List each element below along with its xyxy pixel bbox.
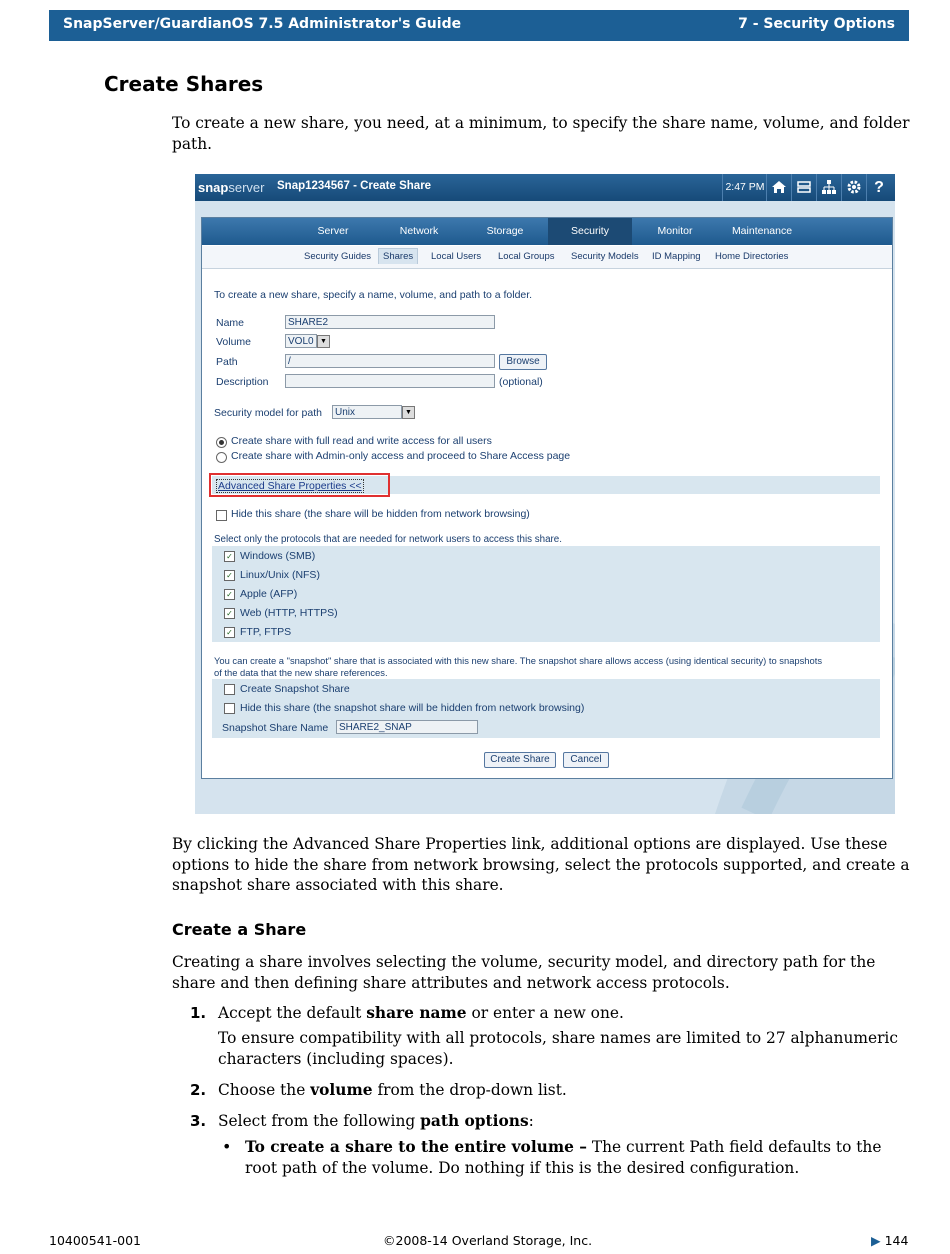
main-nav	[202, 218, 892, 245]
tab-security[interactable]: Security	[548, 218, 632, 245]
nfs-checkbox[interactable]: ✓	[224, 570, 235, 581]
form-instruction: To create a new share, specify a name, volume, and path to a folder.	[214, 289, 533, 301]
header-chapter: 7 - Security Options	[738, 16, 895, 32]
chevron-down-icon[interactable]: ▼	[317, 335, 330, 348]
description-label: Description	[216, 376, 269, 388]
tab-monitor[interactable]: Monitor	[657, 225, 693, 237]
snapserver-logo: snapserver	[198, 180, 265, 195]
clock: 2:47 PM	[722, 174, 767, 201]
radio-full-access[interactable]	[216, 437, 227, 448]
snapshot-intro-line1: You can create a "snapshot" share that is associated with this new share. The snapshot share allows access (using identical security) to snapshots	[214, 655, 823, 666]
description-field[interactable]	[285, 374, 495, 388]
security-model-select[interactable]: Unix	[332, 405, 402, 419]
header-guide-title: SnapServer/GuardianOS 7.5 Administrator's Guide	[63, 16, 462, 32]
snapshot-name-field[interactable]: SHARE2_SNAP	[336, 720, 478, 734]
afp-label: Apple (AFP)	[240, 588, 298, 600]
footer-copyright: ©2008-14 Overland Storage, Inc.	[383, 1233, 593, 1248]
subtab-shares[interactable]: Shares	[378, 248, 418, 264]
tab-network[interactable]: Network	[399, 225, 439, 237]
create-snapshot-label: Create Snapshot Share	[240, 683, 350, 695]
after-screenshot-paragraph: By clicking the Advanced Share Properties link, additional options are displayed. Use these options to hide the share from network browsing, select the protocols supported, and create a snapshot share associated with this share.	[172, 835, 910, 894]
tab-storage[interactable]: Storage	[486, 225, 524, 237]
footer-doc-number: 10400541-001	[49, 1233, 141, 1248]
subtab-local-groups[interactable]: Local Groups	[498, 251, 555, 262]
network-icon[interactable]	[816, 174, 841, 201]
ftp-label: FTP, FTPS	[240, 626, 292, 638]
hide-snapshot-checkbox[interactable]	[224, 703, 235, 714]
create-share-screenshot	[195, 174, 895, 814]
path-label: Path	[216, 356, 238, 368]
step-3: Select from the following path options:	[218, 1112, 534, 1130]
chevron-down-icon[interactable]: ▼	[402, 406, 415, 419]
page-header	[49, 10, 909, 41]
step-1-note: To ensure compatibility with all protocols, share names are limited to 27 alphanumeric characters (including spaces).	[218, 1029, 898, 1068]
name-field[interactable]: SHARE2	[285, 315, 495, 329]
window-title: Snap1234567 - Create Share	[277, 180, 432, 192]
subsection-intro: Creating a share involves selecting the volume, security model, and directory path for the share and then defining share attributes and network access protocols.	[172, 953, 876, 992]
snapshot-name-label: Snapshot Share Name	[222, 722, 329, 734]
volume-label: Volume	[216, 336, 252, 348]
hide-share-checkbox[interactable]	[216, 510, 227, 521]
create-share-button[interactable]: Create Share	[484, 752, 556, 768]
section-title: Create Shares	[104, 72, 264, 96]
hide-snapshot-label: Hide this share (the snapshot share will be hidden from network browsing)	[240, 702, 585, 714]
smb-checkbox[interactable]: ✓	[224, 551, 235, 562]
tab-maintenance[interactable]: Maintenance	[731, 225, 793, 237]
protocols-intro: Select only the protocols that are needed for network users to access this share.	[214, 534, 562, 545]
path-option-bullet: To create a share to the entire volume – The current Path field defaults to the root path of the volume. Do nothing if this is the desired configuration.	[245, 1138, 882, 1177]
cancel-button[interactable]: Cancel	[563, 752, 609, 768]
step-2: Choose the volume from the drop-down list.	[218, 1081, 567, 1099]
ftp-checkbox[interactable]: ✓	[224, 627, 235, 638]
step-1: Accept the default share name or enter a new one.	[218, 1004, 624, 1022]
create-snapshot-checkbox[interactable]	[224, 684, 235, 695]
optional-hint: (optional)	[499, 376, 543, 388]
http-checkbox[interactable]: ✓	[224, 608, 235, 619]
step-number: 1.	[190, 1004, 207, 1022]
tab-server[interactable]: Server	[317, 225, 349, 237]
http-label: Web (HTTP, HTTPS)	[240, 607, 338, 619]
radio-full-access-label: Create share with full read and write access for all users	[231, 435, 492, 447]
radio-admin-only[interactable]	[216, 452, 227, 463]
sub-nav	[202, 246, 892, 269]
subtab-security-guides[interactable]: Security Guides	[304, 251, 372, 262]
subtab-home-directories[interactable]: Home Directories	[715, 251, 789, 262]
intro-paragraph: To create a new share, you need, at a minimum, to specify the share name, volume, and folder path.	[172, 114, 910, 153]
step-number: 3.	[190, 1112, 207, 1130]
subtab-local-users[interactable]: Local Users	[431, 251, 482, 262]
gear-icon[interactable]	[841, 174, 866, 201]
nfs-label: Linux/Unix (NFS)	[240, 569, 320, 581]
browse-button[interactable]: Browse	[499, 354, 547, 370]
help-icon[interactable]: ?	[866, 174, 891, 201]
subsection-title: Create a Share	[172, 920, 307, 939]
subtab-security-models[interactable]: Security Models	[571, 251, 639, 262]
footer-page: ▶ 144	[871, 1233, 909, 1248]
path-field[interactable]: /	[285, 354, 495, 368]
app-topbar	[195, 174, 895, 201]
window-icon[interactable]	[791, 174, 816, 201]
highlight-box	[209, 473, 390, 497]
step-number: 2.	[190, 1081, 207, 1099]
volume-select[interactable]: VOL0	[285, 334, 317, 348]
name-label: Name	[216, 317, 245, 329]
afp-checkbox[interactable]: ✓	[224, 589, 235, 600]
advanced-properties-link[interactable]: Advanced Share Properties <<	[218, 480, 362, 492]
subtab-id-mapping[interactable]: ID Mapping	[652, 251, 701, 262]
bullet-icon: •	[222, 1137, 232, 1156]
smb-label: Windows (SMB)	[240, 550, 316, 562]
home-icon[interactable]	[766, 174, 791, 201]
hide-share-label: Hide this share (the share will be hidden from network browsing)	[231, 508, 530, 520]
content-frame	[201, 217, 893, 779]
radio-admin-only-label: Create share with Admin-only access and proceed to Share Access page	[231, 450, 571, 462]
play-arrow-icon: ▶	[871, 1233, 881, 1248]
security-model-label: Security model for path	[214, 407, 322, 419]
snapshot-intro-line2: of the data that the new share references.	[214, 667, 388, 678]
